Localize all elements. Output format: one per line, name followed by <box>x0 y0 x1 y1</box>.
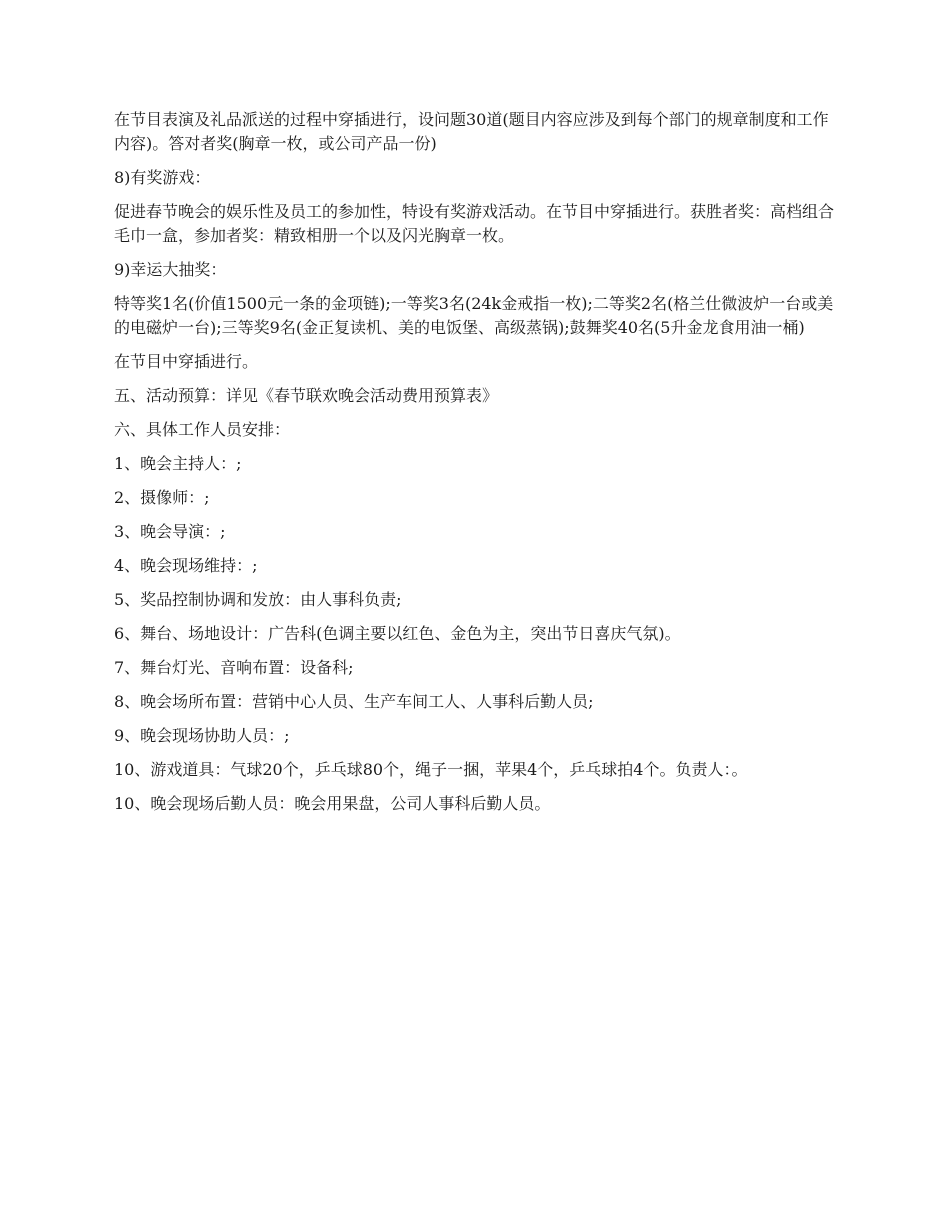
paragraph-lucky-draw-note: 在节目中穿插进行。 <box>114 352 259 371</box>
heading-lucky-draw: 9)幸运大抽奖： <box>114 260 227 279</box>
section-staff: 六、具体工作人员安排： <box>114 420 291 439</box>
staff-item-venue: 8、晚会场所布置：营销中心人员、生产车间工人、人事科后勤人员; <box>114 692 594 711</box>
staff-item-director: 3、晚会导演：; <box>114 522 226 541</box>
staff-item-assistants: 9、晚会现场协助人员：; <box>114 726 290 745</box>
paragraph-prize-game: 促进春节晚会的娱乐性及员工的参加性，特设有奖游戏活动。在节目中穿插进行。获胜者奖：高档组合毛巾一盒，参加者奖：精致相册一个以及闪光胸章一枚。 <box>114 202 835 245</box>
staff-item-order: 4、晚会现场维持：; <box>114 556 258 575</box>
staff-item-logistics: 10、晚会现场后勤人员：晚会用果盘，公司人事科后勤人员。 <box>114 794 551 813</box>
heading-prize-game: 8)有奖游戏： <box>114 168 211 187</box>
staff-item-lighting: 7、舞台灯光、音响布置：设备科; <box>114 658 354 677</box>
section-budget: 五、活动预算：详见《春节联欢晚会活动费用预算表》 <box>114 386 499 405</box>
document-body <box>114 108 840 826</box>
staff-item-props: 10、游戏道具：气球20个，乒乓球80个，绳子一捆，苹果4个，乒乓球拍4个。负责人：。 <box>114 760 748 779</box>
staff-item-stage-design: 6、舞台、场地设计：广告科(色调主要以红色、金色为主，突出节日喜庆气氛)。 <box>114 624 681 643</box>
paragraph-lucky-draw: 特等奖1名(价值1500元一条的金项链);一等奖3名(24k金戒指一枚);二等奖2名(格兰仕微波炉一台或美的电磁炉一台);三等奖9名(金正复读机、美的电饭堡、高级蒸锅);鼓舞奖40名(5升金龙食用油一桶) <box>114 294 834 337</box>
staff-item-prizes: 5、奖品控制协调和发放：由人事科负责; <box>114 590 402 609</box>
staff-item-camera: 2、摄像师：; <box>114 488 210 507</box>
staff-item-host: 1、晚会主持人：; <box>114 454 242 473</box>
paragraph-quiz: 在节目表演及礼品派送的过程中穿插进行，设问题30道(题目内容应涉及到每个部门的规章制度和工作内容)。答对者奖(胸章一枚，或公司产品一份) <box>114 110 829 153</box>
